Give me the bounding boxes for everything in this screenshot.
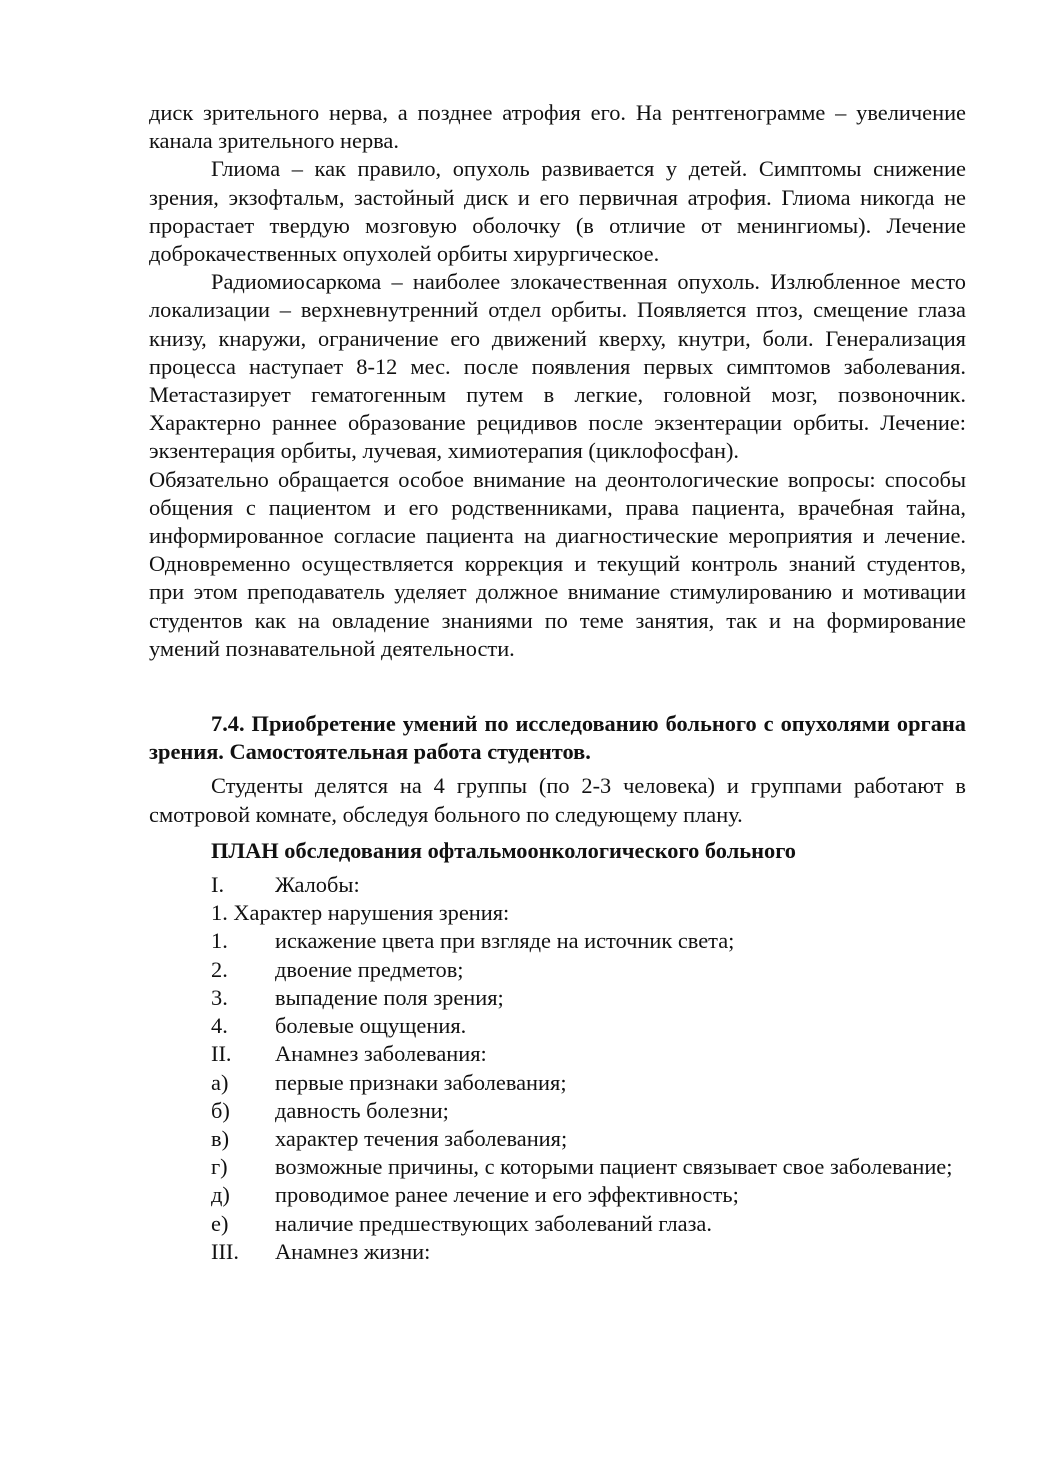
item-text: болевые ощущения. [275, 1013, 467, 1039]
list-item [149, 1210, 966, 1238]
plan-item-life-anamnesis [149, 1238, 966, 1266]
item-text: двоение предметов; [275, 956, 464, 982]
plan-item-complaints [149, 871, 966, 899]
item-text: проводимое ранее лечение и его эффективность; [275, 1182, 739, 1208]
item-number: II. [211, 1041, 232, 1067]
item-number: е) [211, 1210, 229, 1236]
item-number: в) [211, 1125, 230, 1151]
paragraph-optic-nerve: диск зрительного нерва, а позднее атрофия его. На рентгенограмме – увеличение канала зрительного нерва. [149, 100, 966, 154]
item-number: 4. [211, 1013, 228, 1039]
plan-item-anamnesis [149, 1040, 966, 1068]
vision-subhead: 1. Характер нарушения зрения: [211, 900, 510, 926]
paragraph-deontology: Обязательно обращается особое внимание на деонтологические вопросы: способы общения с пациентом и его родственниками, права пациента, врачебная тайна, информированное согласие пациента на диагностические мероприятия и лечение. Одновременно осуществляется коррекция и текущий контроль знаний студентов, при этом преподаватель уделяет должное внимание стимулированию и мотивации студентов как на овладение знаниями по теме занятия, так и на формирование умений познавательной деятельности. [149, 466, 966, 661]
list-item [149, 1125, 966, 1153]
item-number: г) [211, 1154, 228, 1180]
item-number: 3. [211, 984, 228, 1010]
item-text: искажение цвета при взгляде на источник света; [275, 928, 735, 954]
item-number: б) [211, 1097, 230, 1123]
item-text: Анамнез жизни: [275, 1238, 431, 1264]
paragraph-rhabdomyosarcoma: Радиомиосаркома – наиболее злокачественная опухоль. Излюбленное место локализации – верхневнутренний отдел орбиты. Появляется птоз, смещение глаза книзу, кнаружи, ограничение его движений кверху, кнутри, боли. Генерализация процесса наступает 8-12 мес. после появления первых симптомов заболевания. Метастазирует гематогенным путем в легкие, головной мозг, позвоночник. Характерно раннее образование рецидивов после экзентерации орбиты. Лечение: экзентерация орбиты, лучевая, химиотерапия (циклофосфан). [149, 269, 966, 464]
list-item [149, 956, 966, 984]
item-text: Жалобы: [275, 872, 360, 898]
list-item [149, 984, 966, 1012]
list-item [149, 1012, 966, 1040]
item-number: 2. [211, 956, 228, 982]
item-number: III. [211, 1238, 239, 1264]
item-text: Анамнез заболевания: [275, 1041, 487, 1067]
section-intro: Студенты делятся на 4 группы (по 2-3 человека) и группами работают в смотровой комнате, обследуя больного по следующему плану. [149, 773, 966, 827]
item-text: наличие предшествующих заболеваний глаза. [275, 1210, 712, 1236]
list-item [149, 1069, 966, 1097]
item-number: 1. [211, 928, 228, 954]
item-number: д) [211, 1182, 230, 1208]
list-item [149, 927, 966, 955]
list-item [149, 1153, 966, 1181]
plan-title: ПЛАН обследования офтальмоонкологического больного [211, 837, 796, 863]
item-number: I. [211, 872, 225, 898]
item-text: возможные причины, с которыми пациент связывает свое заболевание; [275, 1154, 953, 1180]
list-item [149, 1181, 966, 1209]
section-gap [149, 663, 966, 710]
item-number: а) [211, 1069, 229, 1095]
list-item [149, 1097, 966, 1125]
item-text: характер течения заболевания; [275, 1125, 568, 1151]
item-text: первые признаки заболевания; [275, 1069, 567, 1095]
document-page [149, 99, 966, 1266]
section-heading: 7.4. Приобретение умений по исследованию больного с опухолями органа зрения. Самостоятельная работа студентов. [149, 711, 966, 765]
paragraph-glioma: Глиома – как правило, опухоль развивается у детей. Симптомы снижение зрения, экзофтальм, застойный диск и его первичная атрофия. Глиома никогда не прорастает твердую мозговую оболочку (в отличие от менингиомы). Лечение доброкачественных опухолей орбиты хирургическое. [149, 156, 966, 267]
item-text: выпадение поля зрения; [275, 984, 504, 1010]
item-text: давность болезни; [275, 1097, 449, 1123]
